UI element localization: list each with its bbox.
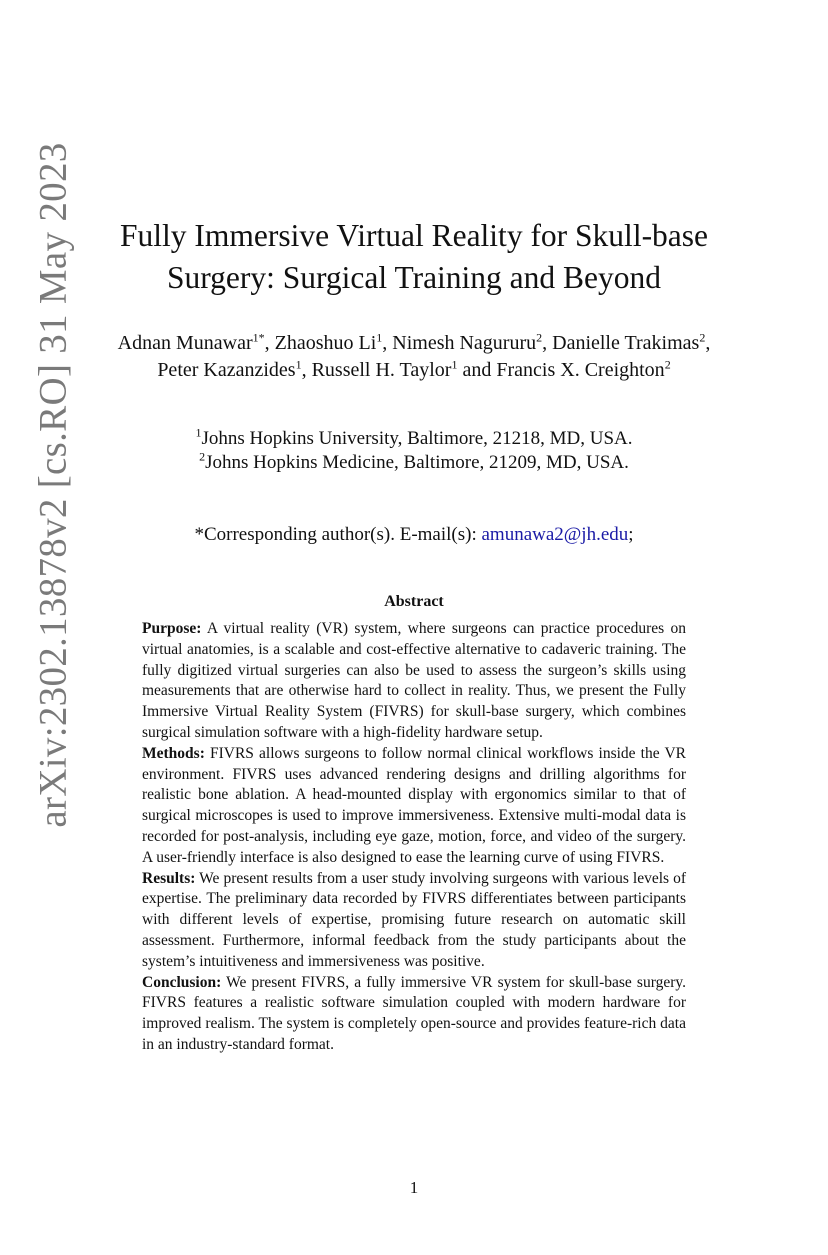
affiliation-2: $^2$Johns Hopkins Medicine, Baltimore, 21209, MD, USA. (199, 449, 629, 473)
paper-title: Fully Immersive Virtual Reality for Skull-base Surgery: Surgical Training and Beyond (119, 218, 709, 295)
author-separator: , (705, 332, 711, 354)
affiliation-1: $^1$Johns Hopkins University, Baltimore, 21218, MD, USA. (195, 425, 633, 449)
section-label: Results: (142, 869, 196, 887)
section-text: We present FIVRS, a fully immersive VR system for skull-base surgery. FIVRS features a realistic software simulation coupled with modern hardware for improved realism. The system is completely open-source and provides feature-rich data in an industry-standard format. (142, 973, 686, 1053)
author-separator: , (542, 332, 553, 354)
author-affiliation-marker: 1 (376, 330, 383, 345)
section-label: Purpose: (142, 620, 202, 637)
author-name: Adnan Munawar (117, 332, 253, 354)
abstract-results (142, 869, 686, 973)
abstract-body (142, 619, 686, 1056)
author-affiliation-marker: 1* (252, 330, 265, 345)
author-affiliation-marker: 2 (536, 330, 543, 345)
author (118, 332, 265, 354)
arxiv-identifier: arXiv:2302.13878v2 [cs.RO] 31 May 2023 (31, 142, 75, 828)
author-affiliation-marker: 1 (295, 357, 302, 372)
author-affiliation-marker: 2 (699, 330, 706, 345)
section-text: We present results from a user study involving surgeons with various levels of expertise. The preliminary data recorded by FIVRS differentiates between participants with different levels of expertise, promising future research on automatic skill assessment. Furthermore, informal feedback from the study participants about the system’s intuitiveness and immersiveness was positive. (142, 869, 686, 970)
author-affiliation-marker: 2 (664, 357, 671, 372)
section-text: A virtual reality (VR) system, where surgeons can practice procedures on virtual anatomies, is a scalable and cost-effective alternative to cadaveric training. The fully digitized virtual surgeries can also be used to assess the surgeon’s skills using measurements that are otherwise hard to collect in reality. Thus, we present the Fully Immersive Virtual Reality System (FIVRS) for skull-base surgery, which combines surgical simulation software with a high-fidelity hardware setup. (142, 620, 686, 741)
corresponding-prefix: *Corresponding author(s). E-mail(s): (194, 524, 482, 545)
author (496, 359, 670, 381)
author-name: Danielle Trakimas (552, 332, 700, 354)
corresponding-author (110, 523, 718, 547)
author-separator: , (264, 332, 275, 354)
abstract-methods (142, 744, 686, 869)
author (552, 332, 705, 354)
section-text: FIVRS allows surgeons to follow normal clinical workflows inside the VR environment. FIVRS uses advanced rendering designs and drilling algorithms for realistic bone ablation. A head-mounted display with ergonomics similar to that of surgical microscopes is used to improve immersiveness. Extensive multi-modal data is recorded for post-analysis, including eye gaze, motion, force, and video of the surgery. A user-friendly interface is also designed to ease the learning curve of using FIVRS. (142, 744, 686, 866)
abstract-conclusion (142, 973, 686, 1056)
author-separator: , (382, 332, 393, 354)
section-label: Conclusion: (142, 973, 222, 991)
corresponding-suffix: ; (628, 524, 634, 545)
author (275, 332, 383, 354)
abstract-purpose (142, 619, 686, 744)
abstract-heading: Abstract (384, 593, 444, 610)
author-name: Zhaoshuo Li (274, 332, 377, 354)
author-name: Russell H. Taylor (311, 359, 452, 381)
page-number: 1 (409, 1178, 419, 1197)
author-list (110, 330, 718, 384)
author (157, 359, 301, 381)
affiliation-list (110, 427, 718, 475)
section-label: Methods: (142, 744, 205, 762)
author-name: Nimesh Nagururu (392, 332, 537, 354)
author-separator: , (301, 359, 312, 381)
email-link[interactable]: amunawa2@jh.edu (481, 524, 629, 545)
author-separator: and (457, 359, 497, 381)
author (312, 359, 458, 381)
author-name: Francis X. Creighton (496, 359, 665, 381)
author (392, 332, 542, 354)
author-affiliation-marker: 1 (451, 357, 458, 372)
author-name: Peter Kazanzides (157, 359, 296, 381)
